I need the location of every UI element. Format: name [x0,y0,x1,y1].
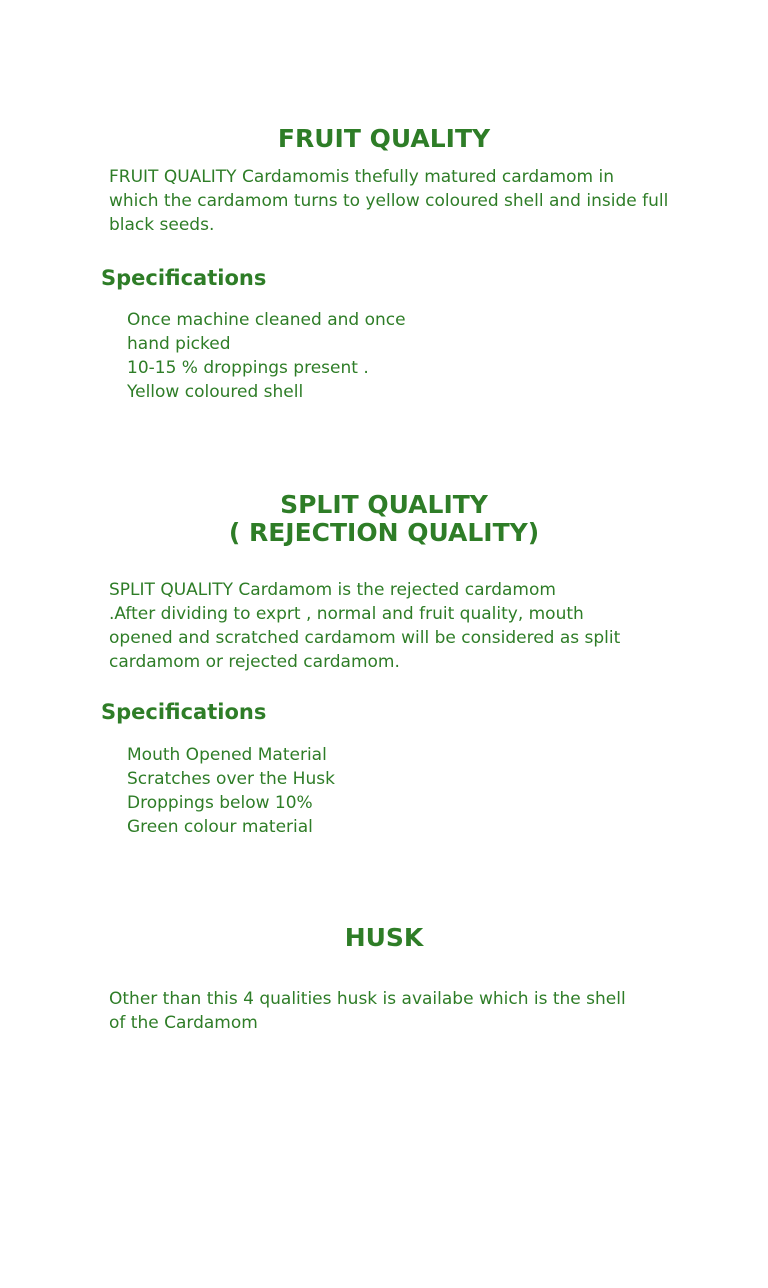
fruit-specifications-heading: Specifications [101,266,267,290]
description-line: opened and scratched cardamom will be considered as split [109,628,621,648]
spec-item: Scratches over the Husk [127,769,335,789]
spec-item: Once machine cleaned and once [127,310,406,330]
split-quality-title [0,491,768,547]
spec-item: Yellow coloured shell [127,382,304,402]
description-line: cardamom or rejected cardamom. [109,652,400,672]
husk-title: HUSK [344,923,424,952]
description-line: SPLIT QUALITY Cardamom is the rejected cardamom [109,580,556,600]
fruit-specifications-list [127,308,406,404]
fruit-quality-title: FRUIT QUALITY [277,124,491,153]
split-quality-title-line: ( REJECTION QUALITY) [228,518,540,547]
description-line: which the cardamom turns to yellow coloured shell and inside full [109,191,669,211]
description-line: of the Cardamom [109,1013,258,1033]
description-line: Other than this 4 qualities husk is availabe which is the shell [109,989,626,1009]
description-line: FRUIT QUALITY Cardamomis thefully matured cardamom in [109,167,614,187]
spec-item: Green colour material [127,817,313,837]
spec-item: 10-15 % droppings present . [127,358,369,378]
spec-item: Mouth Opened Material [127,745,327,765]
husk-description [109,987,626,1035]
spec-item: hand picked [127,334,231,354]
spec-item: Droppings below 10% [127,793,313,813]
split-quality-title-line: SPLIT QUALITY [280,490,488,519]
split-specifications-list [127,743,335,839]
split-specifications-heading: Specifications [101,700,267,724]
description-line: .After dividing to exprt , normal and fruit quality, mouth [109,604,584,624]
split-quality-description [109,578,620,674]
description-line: black seeds. [109,215,215,235]
fruit-quality-description [109,165,668,237]
